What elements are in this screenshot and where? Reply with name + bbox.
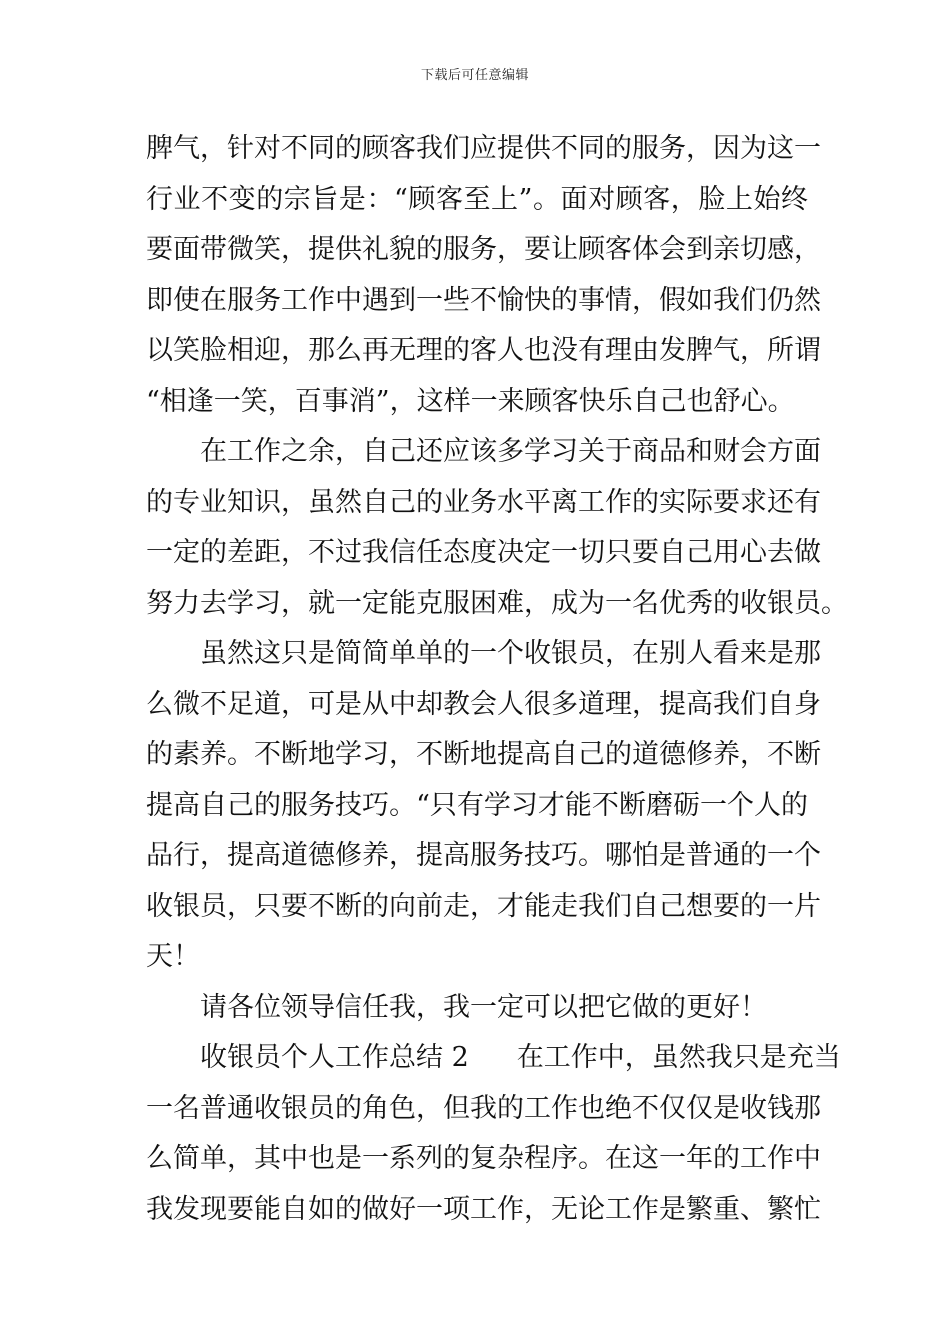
- section-title: 收银员个人工作总结 2: [200, 1042, 469, 1073]
- text-line: “相逢一笑，百事消”，这样一来顾客快乐自己也舒心。: [146, 385, 795, 417]
- text-line: 品行，提高道德修养，提高服务技巧。哪怕是普通的一个: [146, 840, 821, 871]
- text-line: 么微不足道，可是从中却教会人很多道理，提高我们自身: [146, 688, 821, 720]
- page-header: 下载后可任意编辑: [420, 68, 529, 83]
- text-line: 一名普通收银员的角色，但我的工作也绝不仅仅是收钱那: [146, 1092, 821, 1124]
- text-line: 我发现要能自如的做好一项工作，无论工作是繁重、繁忙: [146, 1193, 821, 1225]
- text-line: 么简单，其中也是一系列的复杂程序。在这一年的工作中: [146, 1143, 821, 1174]
- text-line: 以笑脸相迎，那么再无理的客人也没有理由发脾气，所谓: [146, 335, 821, 366]
- text-line: 提高自己的服务技巧。“只有学习才能不断磨砺一个人的: [146, 789, 808, 821]
- text-line: 的专业知识，虽然自己的业务水平离工作的实际要求还有: [146, 486, 821, 518]
- text-line: 的素养。不断地学习，不断地提高自己的道德修养，不断: [146, 739, 821, 770]
- text-line: 即使在服务工作中遇到一些不愉快的事情，假如我们仍然: [146, 284, 821, 316]
- text-line: 脾气，针对不同的顾客我们应提供不同的服务，因为这一: [146, 133, 821, 164]
- text-line: 收银员，只要不断的向前走，才能走我们自己想要的一片: [146, 890, 821, 922]
- text-line: 一定的差距，不过我信任态度决定一切只要自己用心去做: [146, 537, 821, 568]
- text-line: 行业不变的宗旨是：“顾客至上”。面对顾客，脸上始终: [146, 183, 808, 215]
- text-line: 天！: [146, 941, 200, 972]
- text-line: 要面带微笑，提供礼貌的服务，要让顾客体会到亲切感，: [146, 234, 821, 265]
- paragraph-first-line: 在工作之余，自己还应该多学习关于商品和财会方面: [200, 436, 821, 467]
- section-first-text: 在工作中，虽然我只是充当: [516, 1042, 841, 1073]
- paragraph-first-line: 虽然这只是简简单单的一个收银员，在别人看来是那: [200, 638, 821, 669]
- section-title-line: [146, 1033, 841, 1084]
- paragraph-first-line: 请各位领导信任我，我一定可以把它做的更好！: [200, 991, 767, 1023]
- text-line: 努力去学习，就一定能克服困难，成为一名优秀的收银员。: [146, 587, 848, 619]
- document-body: [146, 124, 848, 1235]
